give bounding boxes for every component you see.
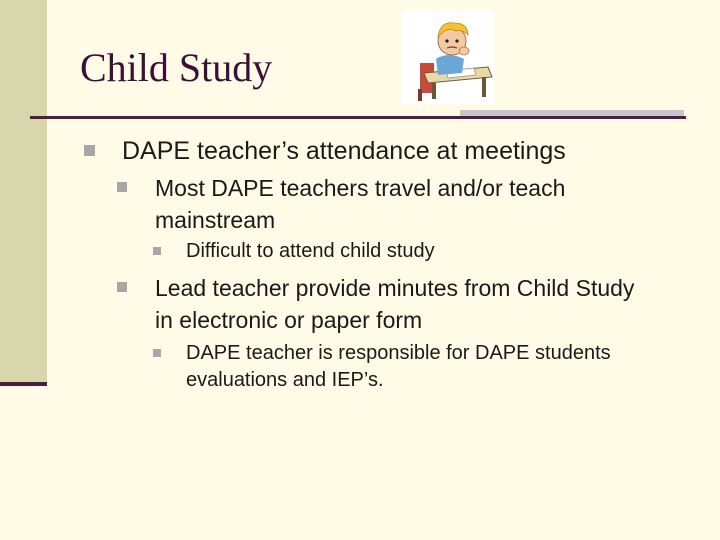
bullet-text: DAPE teacher’s attendance at meetings [122,137,566,165]
bullet-level3 [153,238,693,265]
bullet-text: Lead teacher provide minutes from Child Study in electronic or paper form [155,275,635,333]
bullet-level2 [117,172,637,236]
bullet-level2 [117,272,637,336]
bullet-square-icon [117,282,127,292]
bullet-text: Most DAPE teachers travel and/or teach mainstream [155,175,566,233]
title-rule [30,116,686,119]
bullet-text: Difficult to attend child study [186,240,435,262]
bullet-level1 [84,136,566,166]
bullet-square-icon [153,349,161,357]
slide-title: Child Study [80,45,273,90]
bullet-square-icon [84,145,95,156]
bullet-square-icon [153,247,161,255]
bullet-text: DAPE teacher is responsible for DAPE students evaluations and IEP’s. [186,342,611,391]
bullet-level3 [153,340,693,394]
left-accent-bar [0,0,47,385]
left-accent-rule [0,382,47,386]
boy-at-desk-clipart-icon [402,11,494,104]
bullet-square-icon [117,182,127,192]
